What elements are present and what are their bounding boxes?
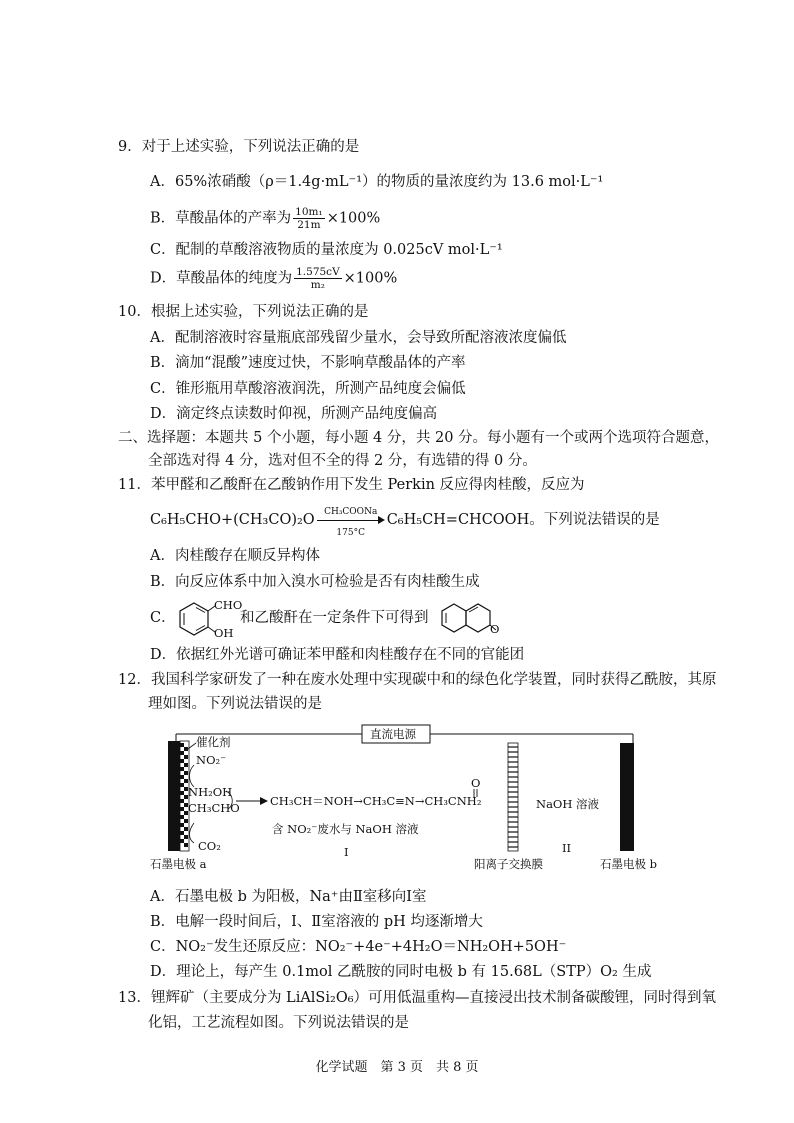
q11-c-cho-label: CHO [214,598,243,612]
q13-stem-line1: 13．锂辉矿（主要成分为 LiAlSi₂O₆）可用低温重构—直接浸出技术制备碳酸锂，同时得到氧 [118,990,717,1006]
nitrite-label: NO₂⁻ [196,753,227,767]
q10-stem: 10．根据上述实验，下列说法正确的是 [118,304,369,320]
q9-option-b-prefix: B．草酸晶体的产率为 [150,210,292,227]
section2-line1: 二、选择题：本题共 5 个小题，每小题 4 分，共 20 分。每小题有一个或两个选项符合题意， [118,430,720,446]
acetamide-carbonyl-o: O [471,776,481,790]
reaction-catalyst: CH₃COONa [324,507,378,517]
q9-option-b-suffix: ×100% [326,210,381,227]
reaction-arrow [315,507,387,538]
q12-stem-line1: 12．我国科学家研发了一种在废水处理中实现碳中和的绿色化学装置，同时获得乙酰胺，其原 [118,672,717,688]
power-source-label: 直流电源 [370,727,416,741]
electrode-a-label: 石墨电极 a [150,857,207,871]
q11-stem: 11．苯甲醛和乙酸酐在乙酸钠作用下发生 Perkin 反应得肉桂酸，反应为 [118,477,585,493]
q10-option-b: B．滴加“混酸”速度过快，不影响草酸晶体的产率 [150,355,466,371]
q11-c-oh-label: OH [214,626,234,640]
electrolysis-diagram [150,723,660,873]
q9-b-fraction [293,206,325,231]
reaction-temperature: 175°C [336,528,365,538]
reaction-arrow-line [317,520,381,521]
q11-option-c-middle: 和乙酸酐在一定条件下可得到 [240,610,429,626]
q9-option-d-suffix: ×100% [343,270,398,287]
q9-option-c: C．配制的草酸溶液物质的量浓度为 0.025cV mol·L⁻¹ [150,242,503,258]
q12-stem-line2: 理如图。下列说法错误的是 [148,696,322,712]
q11-option-b: B．向反应体系中加入溴水可检验是否有肉桂酸生成 [150,574,480,590]
q12-option-a: A．石墨电极 b 为阳极，Na⁺由Ⅱ室移向Ⅰ室 [150,889,427,905]
q9-b-numerator: 10m₁ [295,206,323,218]
reaction-chain-label: CH₃CH＝NOH→CH₃C≡N→CH₃CNH₂ [270,794,482,808]
q11-equation [150,507,660,538]
q10-option-c: C．锥形瓶用草酸溶液润洗，所测产品纯度会偏低 [150,381,466,397]
catalyst-label: 催化剂 [196,735,231,749]
q9-d-fraction [294,266,342,291]
acetaldehyde-label: CH₃CHO [188,801,240,815]
room1-label: I [344,845,349,859]
q12-option-c: C．NO₂⁻发生还原反应：NO₂⁻+4e⁻+4H₂O＝NH₂OH+5OH⁻ [150,939,567,955]
q10-option-d: D．滴定终点读数时仰视，所测产品纯度偏高 [150,406,438,422]
hydroxylamine-label: NH₂OH [188,785,233,799]
q11-c-carbonyl-o: O [490,622,500,636]
section2-line2: 全部选对得 4 分，选对但不全的得 2 分，有选错的得 0 分。 [148,453,537,469]
co2-label: CO₂ [198,839,221,853]
q9-d-denominator: m₂ [310,279,325,291]
q11-eq-left: C₆H₅CHO+(CH₃CO)₂O [150,512,315,528]
q11-option-c-prefix: C． [150,610,176,626]
q12-option-b: B．电解一段时间后，Ⅰ、Ⅱ室溶液的 pH 均逐渐增大 [150,914,483,930]
q9-d-numerator: 1.575cV [296,266,340,278]
q9-option-a: A．65%浓硝酸（ρ＝1.4g·mL⁻¹）的物质的量浓度约为 13.6 mol·L⁻¹ [150,174,604,190]
q11-eq-right: C₆H₅CH=CHCOOH。下列说法错误的是 [386,512,660,528]
q11-option-d: D．依据红外光谱可确证苯甲醛和肉桂酸存在不同的官能团 [150,647,525,663]
q11-option-a: A．肉桂酸存在顺反异构体 [150,548,320,564]
q9-b-denominator: 21m [297,219,321,231]
room1-solution-label: 含 NO₂⁻废水与 NaOH 溶液 [272,822,419,836]
page-footer: 化学试题 第 3 页 共 8 页 [315,1060,479,1075]
q9-stem: 9．对于上述实验，下列说法正确的是 [118,139,360,155]
q10-option-a: A．配制溶液时容量瓶底部残留少量水，会导致所配溶液浓度偏低 [150,330,567,346]
q9-option-d [150,266,397,291]
q9-option-b [150,206,380,231]
q9-option-d-prefix: D．草酸晶体的纯度为 [150,270,293,287]
membrane-label: 阳离子交换膜 [474,857,543,871]
room2-solution-label: NaOH 溶液 [536,797,600,811]
q12-option-d: D．理论上，每产生 0.1mol 乙酰胺的同时电极 b 有 15.68L（STP）O₂ 生成 [150,964,652,980]
q13-stem-line2: 化铝，工艺流程如图。下列说法错误的是 [148,1015,409,1031]
electrode-b-label: 石墨电极 b [600,857,658,871]
room2-label: II [562,841,572,855]
